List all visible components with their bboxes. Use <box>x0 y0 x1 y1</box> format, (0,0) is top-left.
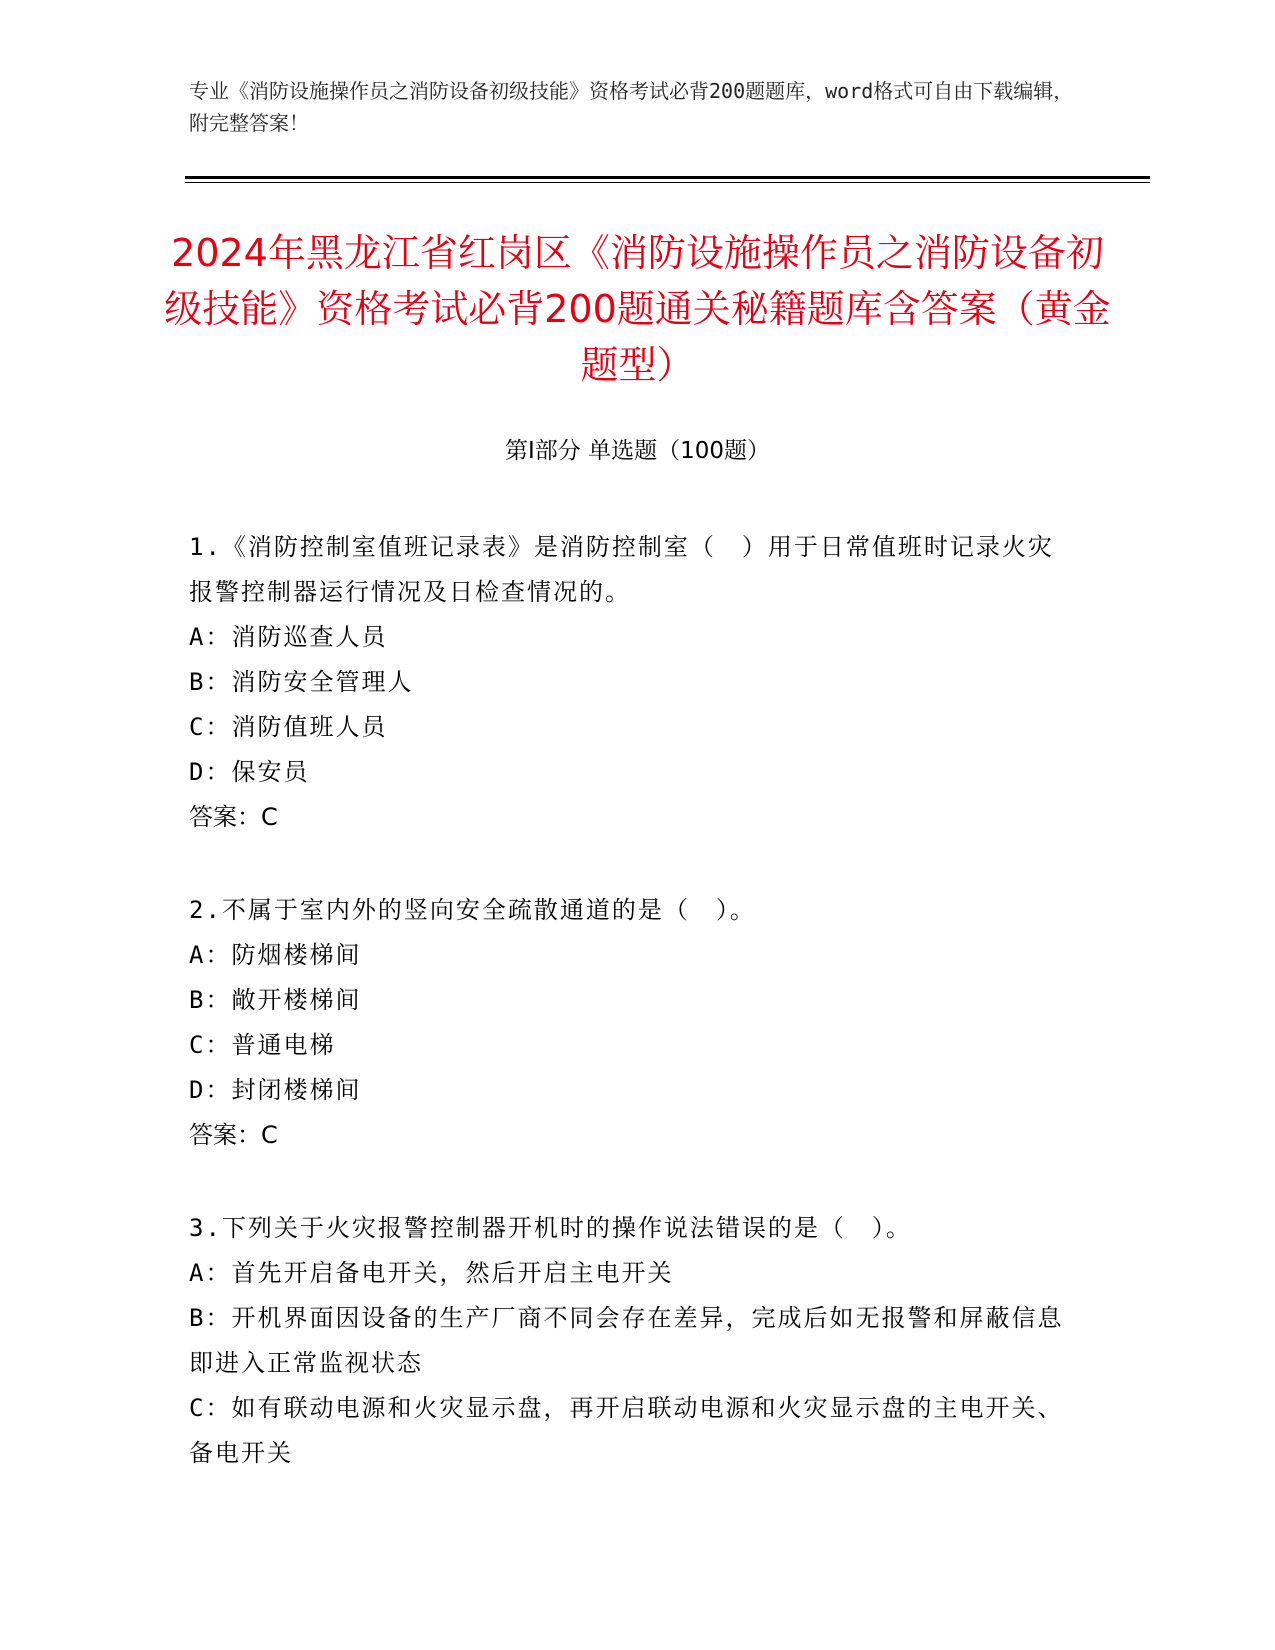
option-a: A：消防巡查人员 <box>189 623 388 651</box>
question-stem: 1.《消防控制室值班记录表》是消防控制室（ ）用于日常值班时记录火灾报警控制器运行情况及日检查情况的。 <box>189 533 1054 606</box>
question-stem: 3.下列关于火灾报警控制器开机时的操作说法错误的是（ ）。 <box>189 1214 912 1242</box>
option-c: C：消防值班人员 <box>189 713 388 741</box>
option-b: B：开机界面因设备的生产厂商不同会存在差异，完成后如无报警和屏蔽信息即进入正常监视状态 <box>189 1304 1064 1377</box>
option-a: A：首先开启备电开关，然后开启主电开关 <box>189 1259 674 1287</box>
answer: 答案：C <box>189 803 278 831</box>
question-spacer <box>189 1158 1069 1206</box>
option-a: A：防烟楼梯间 <box>189 941 362 969</box>
section-heading: 第I部分 单选题（100题） <box>505 438 770 464</box>
option-c: C：普通电梯 <box>189 1031 336 1059</box>
question-stem: 2.不属于室内外的竖向安全疏散通道的是（ ）。 <box>189 896 756 924</box>
question-1 <box>189 525 1069 840</box>
header-note: 专业《消防设施操作员之消防设备初级技能》资格考试必背200题题库，word格式可自由下载编辑，附完整答案！ <box>189 79 1074 135</box>
option-d: D：封闭楼梯间 <box>189 1076 362 1104</box>
question-list <box>189 525 1069 1476</box>
question-2 <box>189 888 1069 1158</box>
document-title: 2024年黑龙江省红岗区《消防设施操作员之消防设备初级技能》资格考试必背200题通关秘籍题库含答案（黄金题型） <box>164 231 1111 387</box>
header-divider-thin <box>185 182 1150 183</box>
question-spacer <box>189 840 1069 888</box>
answer: 答案：C <box>189 1121 278 1149</box>
option-b: B：消防安全管理人 <box>189 668 414 696</box>
option-c: C：如有联动电源和火灾显示盘，再开启联动电源和火灾显示盘的主电开关、备电开关 <box>189 1394 1064 1467</box>
option-b: B：敞开楼梯间 <box>189 986 362 1014</box>
header-divider-thick <box>185 176 1150 179</box>
question-3 <box>189 1206 1069 1476</box>
option-d: D：保安员 <box>189 758 310 786</box>
